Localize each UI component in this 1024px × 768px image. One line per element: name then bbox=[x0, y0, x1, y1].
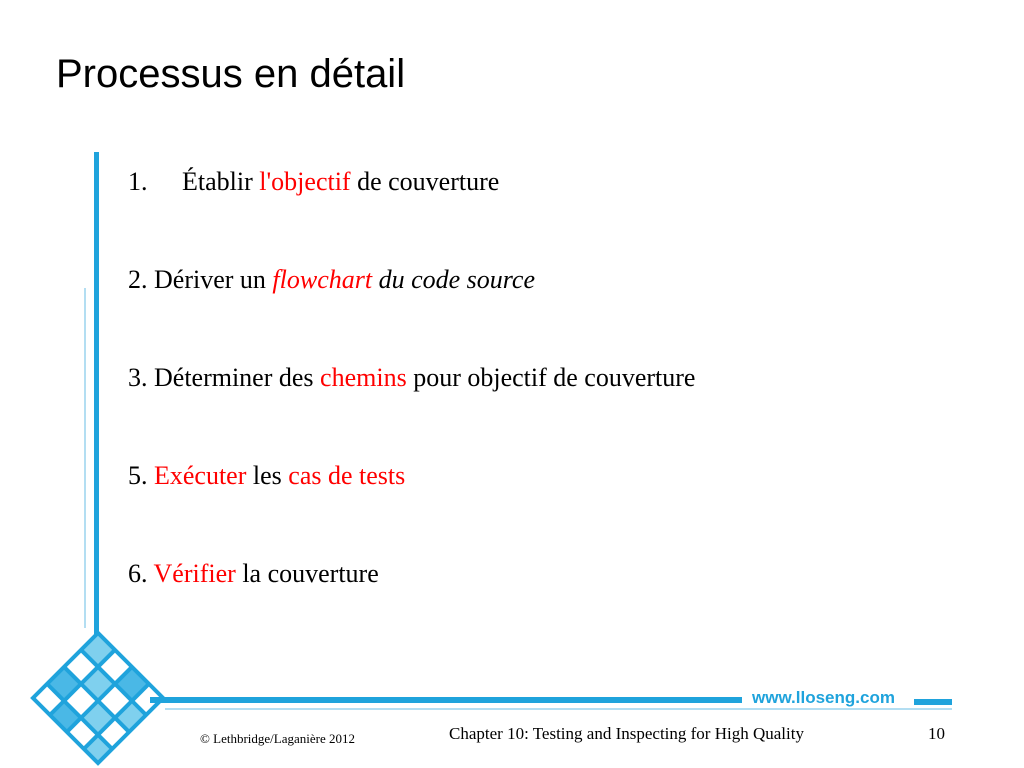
step-number: 6. bbox=[128, 559, 148, 588]
decor-vertical-thin-bar bbox=[84, 288, 86, 628]
list-item bbox=[128, 160, 988, 258]
step-text: la couverture bbox=[235, 559, 379, 588]
step-number: 3. bbox=[128, 363, 148, 392]
steps-list bbox=[128, 160, 988, 650]
list-item bbox=[128, 258, 988, 356]
decor-vertical-bar bbox=[94, 152, 99, 698]
step-highlight: Vérifier bbox=[153, 559, 236, 588]
list-item bbox=[128, 454, 988, 552]
step-number: 5. bbox=[128, 461, 148, 490]
step-number: 1. bbox=[128, 167, 148, 196]
step-text: Déterminer des bbox=[147, 363, 321, 392]
step-highlight: chemins bbox=[320, 363, 407, 392]
step-text: Établir bbox=[182, 167, 260, 196]
footer-chapter: Chapter 10: Testing and Inspecting for High Quality bbox=[449, 724, 804, 743]
slide-title: Processus en détail bbox=[56, 52, 406, 96]
list-item bbox=[128, 356, 988, 454]
list-item bbox=[128, 552, 988, 650]
step-highlight: cas de tests bbox=[288, 461, 406, 490]
decor-horizontal-bar bbox=[150, 697, 742, 703]
step-text: les bbox=[246, 461, 289, 490]
page-number: 10 bbox=[928, 724, 945, 743]
step-highlight: flowchart bbox=[272, 265, 373, 294]
step-text: du code source bbox=[372, 265, 536, 294]
step-highlight: Exécuter bbox=[154, 461, 247, 490]
footer-copyright: © Lethbridge/Laganière 2012 bbox=[200, 731, 355, 746]
decor-horizontal-thin-bar bbox=[165, 708, 952, 710]
step-number: 2. bbox=[128, 265, 148, 294]
lloseng-logo-icon bbox=[28, 628, 168, 768]
step-text: pour objectif de couverture bbox=[406, 363, 696, 392]
step-text: Dériver un bbox=[147, 265, 273, 294]
step-highlight: l'objectif bbox=[259, 167, 351, 196]
step-text: de couverture bbox=[350, 167, 500, 196]
site-url: www.lloseng.com bbox=[752, 688, 895, 707]
decor-horizontal-bar-right bbox=[914, 699, 952, 705]
